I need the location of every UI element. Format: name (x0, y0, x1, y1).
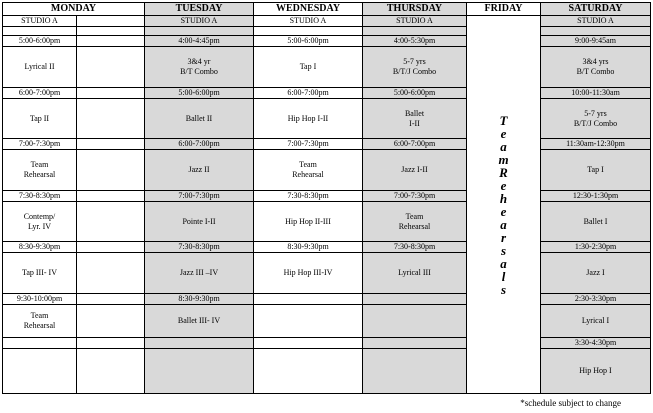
cell-thu: 4:00-5:30pm (363, 36, 467, 47)
cell-thu: 5-7 yrs B/T/J Combo (363, 47, 467, 87)
cell-thu (363, 349, 467, 394)
cell-wed: 7:30-8:30pm (254, 190, 363, 201)
cell-sat: 9:00-9:45am (541, 36, 651, 47)
cell-tue: 7:00-7:30pm (145, 190, 254, 201)
cell-thu: Jazz I-II (363, 150, 467, 190)
cell-sat: 12:30-1:30pm (541, 190, 651, 201)
cell-wed: 8:30-9:30pm (254, 242, 363, 253)
cell-sat (541, 27, 651, 36)
cell-tue: 8:30-9:30pm (145, 293, 254, 304)
studio-row (3, 16, 651, 27)
cell-thu (363, 27, 467, 36)
studio-label-monday: STUDIO A (3, 16, 77, 27)
cell-wed: 6:00-7:00pm (254, 87, 363, 98)
schedule-row (3, 305, 651, 338)
schedule-row (3, 253, 651, 293)
cell-wed: 7:00-7:30pm (254, 139, 363, 150)
cell-mon-a (3, 27, 77, 36)
cell-mon-b (77, 47, 145, 87)
cell-thu: 6:00-7:00pm (363, 139, 467, 150)
cell-mon-b (77, 305, 145, 338)
schedule-table (2, 2, 651, 394)
cell-sat: 10:00-11:30am (541, 87, 651, 98)
vertical-letter: R (499, 164, 508, 180)
cell-tue: 5:00-6:00pm (145, 87, 254, 98)
cell-thu (363, 293, 467, 304)
cell-mon-b (77, 87, 145, 98)
cell-mon-b (77, 201, 145, 241)
cell-mon-a: Team Rehearsal (3, 305, 77, 338)
vertical-letter: s (500, 242, 507, 258)
cell-wed (254, 305, 363, 338)
cell-mon-a: Tap II (3, 98, 77, 138)
cell-sat: Ballet I (541, 201, 651, 241)
cell-sat: 11:30am-12:30pm (541, 139, 651, 150)
schedule-row (3, 139, 651, 150)
cell-wed: Hip Hop I-II (254, 98, 363, 138)
cell-mon-a: Lyrical II (3, 47, 77, 87)
studio-label-tuesday: STUDIO A (145, 16, 254, 27)
cell-wed (254, 293, 363, 304)
cell-wed: Hip Hop III-IV (254, 253, 363, 293)
cell-wed (254, 338, 363, 349)
cell-thu (363, 305, 467, 338)
friday-vertical-text (467, 16, 540, 393)
vertical-letter: r (500, 229, 507, 245)
schedule-row (3, 293, 651, 304)
cell-sat: 3&4 yrs B/T Combo (541, 47, 651, 87)
footnote: *schedule subject to change (520, 398, 621, 408)
schedule-row (3, 242, 651, 253)
cell-mon-a: 5:00-6:00pm (3, 36, 77, 47)
cell-tue (145, 27, 254, 36)
vertical-letter: a (500, 216, 507, 232)
cell-mon-b (77, 242, 145, 253)
vertical-letter: e (500, 203, 507, 219)
cell-sat: Lyrical I (541, 305, 651, 338)
vertical-letter: a (500, 138, 507, 154)
schedule-row (3, 27, 651, 36)
cell-mon-a: Team Rehearsal (3, 150, 77, 190)
cell-thu (363, 338, 467, 349)
cell-sat: Hip Hop I (541, 349, 651, 394)
day-header-saturday: SATURDAY (541, 3, 651, 16)
day-header-tuesday: TUESDAY (145, 3, 254, 16)
cell-wed: Team Rehearsal (254, 150, 363, 190)
cell-mon-a: 7:00-7:30pm (3, 139, 77, 150)
cell-wed (254, 27, 363, 36)
vertical-letter: s (500, 281, 507, 297)
vertical-letter: m (498, 151, 509, 167)
cell-mon-a: 8:30-9:30pm (3, 242, 77, 253)
cell-sat: Jazz I (541, 253, 651, 293)
studio-label-wednesday: STUDIO A (254, 16, 363, 27)
cell-mon-b (77, 150, 145, 190)
cell-sat: 2:30-3:30pm (541, 293, 651, 304)
cell-thu: Ballet I-II (363, 98, 467, 138)
cell-wed: 5:00-6:00pm (254, 36, 363, 47)
cell-mon-a: 7:30-8:30pm (3, 190, 77, 201)
schedule-body (3, 3, 651, 394)
vertical-letter: l (501, 268, 506, 284)
schedule-row (3, 47, 651, 87)
vertical-letter: e (500, 125, 507, 141)
cell-mon-b (77, 139, 145, 150)
cell-mon-a: Contemp/ Lyr. IV (3, 201, 77, 241)
schedule-row (3, 98, 651, 138)
cell-sat: Tap I (541, 150, 651, 190)
cell-tue: 7:30-8:30pm (145, 242, 254, 253)
day-header-thursday: THURSDAY (363, 3, 467, 16)
cell-thu: 7:30-8:30pm (363, 242, 467, 253)
studio-blank-monday (77, 16, 145, 27)
schedule-row (3, 36, 651, 47)
schedule-row (3, 201, 651, 241)
cell-tue: Jazz II (145, 150, 254, 190)
cell-wed: Hip Hop II-III (254, 201, 363, 241)
cell-thu: 7:00-7:30pm (363, 190, 467, 201)
cell-mon-b (77, 293, 145, 304)
cell-mon-b (77, 36, 145, 47)
cell-mon-a: Tap III- IV (3, 253, 77, 293)
cell-thu: Lyrical III (363, 253, 467, 293)
cell-wed (254, 349, 363, 394)
schedule-row (3, 87, 651, 98)
day-header-friday: FRIDAY (467, 3, 541, 16)
cell-tue: Jazz III –IV (145, 253, 254, 293)
cell-mon-a (3, 338, 77, 349)
cell-thu: Team Rehearsal (363, 201, 467, 241)
vertical-letter: T (499, 112, 508, 128)
friday-team-rehearsals (467, 16, 541, 394)
cell-mon-b (77, 27, 145, 36)
studio-label-thursday: STUDIO A (363, 16, 467, 27)
cell-mon-a: 9:30-10:00pm (3, 293, 77, 304)
vertical-letter: h (499, 190, 508, 206)
cell-tue: 3&4 yr B/T Combo (145, 47, 254, 87)
cell-mon-a: 6:00-7:00pm (3, 87, 77, 98)
cell-wed: Tap I (254, 47, 363, 87)
day-header-monday: MONDAY (3, 3, 145, 16)
cell-mon-b (77, 253, 145, 293)
cell-thu: 5:00-6:00pm (363, 87, 467, 98)
header-row (3, 3, 651, 16)
cell-tue: Pointe I-II (145, 201, 254, 241)
cell-tue: 6:00-7:00pm (145, 139, 254, 150)
cell-sat: 1:30-2:30pm (541, 242, 651, 253)
cell-mon-b (77, 338, 145, 349)
studio-label-saturday: STUDIO A (541, 16, 651, 27)
cell-mon-b (77, 190, 145, 201)
cell-sat: 3:30-4:30pm (541, 338, 651, 349)
cell-tue: 4:00-4:45pm (145, 36, 254, 47)
cell-tue: Ballet II (145, 98, 254, 138)
schedule-row (3, 338, 651, 349)
cell-tue (145, 338, 254, 349)
day-header-wednesday: WEDNESDAY (254, 3, 363, 16)
cell-tue (145, 349, 254, 394)
cell-mon-b (77, 349, 145, 394)
vertical-letter: a (500, 255, 507, 271)
cell-tue: Ballet III- IV (145, 305, 254, 338)
schedule-row (3, 190, 651, 201)
cell-mon-b (77, 98, 145, 138)
schedule-row (3, 349, 651, 394)
cell-sat: 5-7 yrs B/T/J Combo (541, 98, 651, 138)
cell-mon-a (3, 349, 77, 394)
schedule-row (3, 150, 651, 190)
vertical-letter: e (500, 177, 507, 193)
